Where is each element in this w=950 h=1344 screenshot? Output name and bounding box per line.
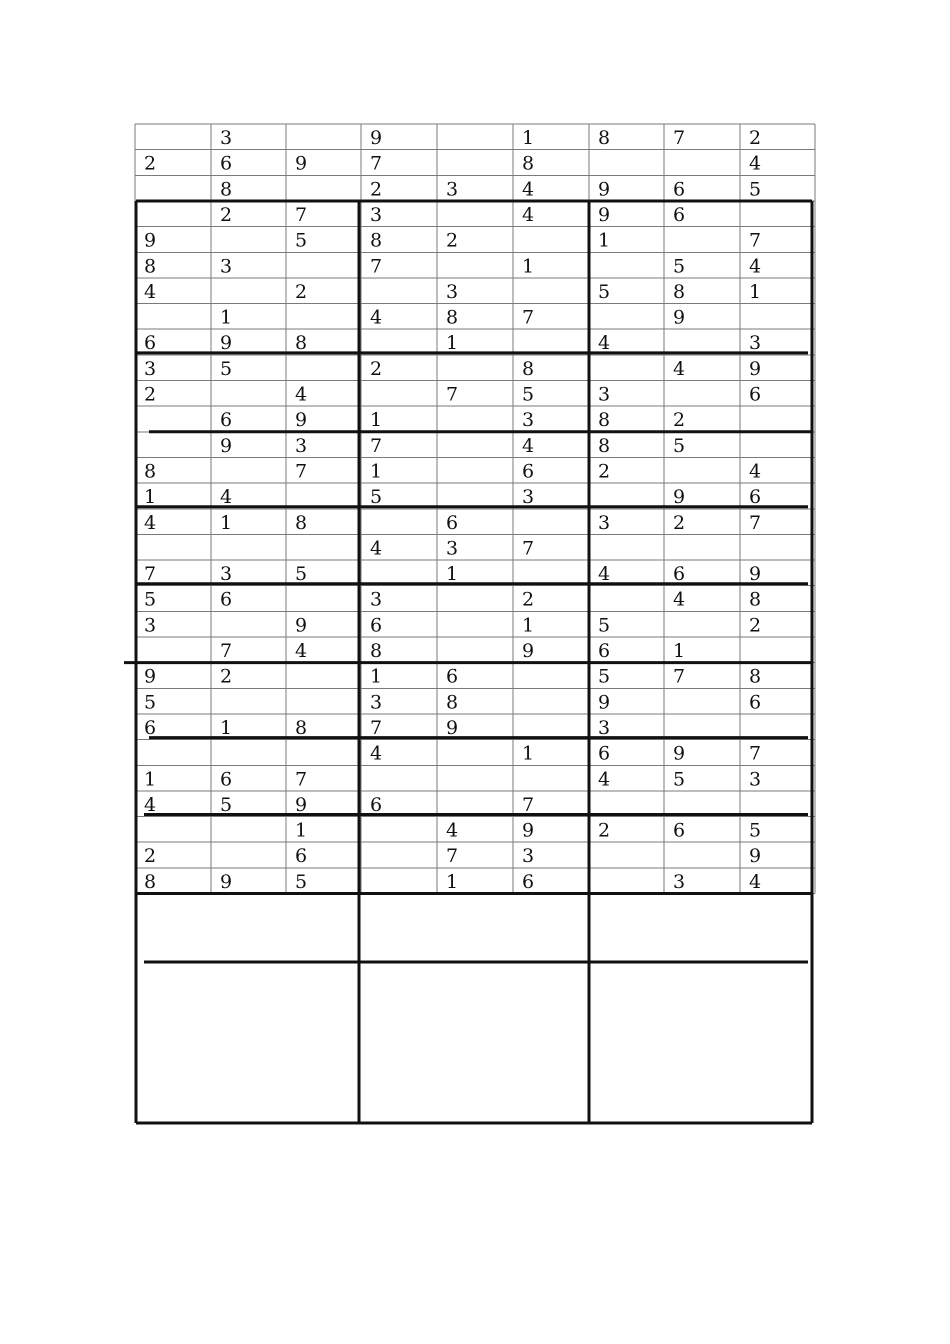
cell-digit: 3 [220, 255, 233, 278]
cell-digit: 6 [749, 691, 762, 714]
cell-digit: 3 [749, 768, 762, 791]
cell-digit: 5 [673, 768, 686, 791]
cell-digit: 5 [370, 486, 383, 509]
cell-digit: 2 [598, 460, 611, 483]
cell-digit: 1 [522, 127, 535, 149]
cell-digit: 3 [522, 845, 535, 868]
cell-digit: 4 [522, 203, 535, 226]
cell-digit: 1 [144, 768, 157, 791]
cell-digit: 6 [673, 563, 686, 586]
cell-digit: 5 [598, 665, 611, 688]
cell-digit: 9 [522, 640, 535, 662]
cell-digit: 5 [144, 691, 157, 714]
cell-digit: 4 [370, 742, 383, 765]
cell-digit: 4 [295, 383, 308, 406]
cell-digit: 7 [522, 537, 535, 560]
cell-digit: 7 [295, 203, 308, 226]
cell-digit: 2 [295, 280, 308, 303]
cell-digit: 6 [370, 614, 383, 637]
cell-digit: 8 [598, 127, 611, 149]
cell-digit: 9 [598, 203, 611, 226]
cell-digit: 8 [446, 691, 459, 714]
cell-digit: 4 [370, 537, 383, 560]
cell-digit: 4 [370, 306, 383, 329]
cell-digit: 3 [522, 486, 535, 509]
cell-digit: 8 [295, 511, 308, 534]
cell-digit: 3 [144, 614, 157, 637]
cell-digit: 2 [598, 819, 611, 842]
cell-digit: 1 [370, 409, 383, 432]
cell-digit: 7 [370, 716, 383, 739]
cell-digit: 5 [220, 357, 233, 380]
cell-digit: 6 [295, 845, 308, 868]
cell-digit: 9 [749, 845, 762, 868]
cell-digit: 7 [749, 511, 762, 534]
cell-digit: 9 [446, 716, 459, 739]
cell-digit: 1 [446, 332, 459, 355]
cell-digit: 9 [295, 614, 308, 637]
cell-grid-lines [135, 124, 815, 894]
cell-digit: 7 [295, 768, 308, 791]
cell-digit: 4 [598, 563, 611, 586]
cell-digit: 8 [598, 409, 611, 432]
cell-digit: 3 [295, 434, 308, 457]
cell-digit: 4 [144, 793, 157, 816]
cell-digit: 3 [749, 332, 762, 355]
cell-digit: 8 [295, 332, 308, 355]
cell-digit: 5 [749, 819, 762, 842]
cell-digit: 6 [598, 742, 611, 765]
cell-digit: 1 [522, 614, 535, 637]
cell-digit: 8 [522, 357, 535, 380]
cell-digit: 4 [522, 178, 535, 201]
cell-digit: 2 [220, 665, 233, 688]
cell-digit: 4 [749, 870, 762, 893]
cell-digit: 6 [749, 486, 762, 509]
cell-digit: 1 [220, 511, 233, 534]
cell-digit: 7 [749, 229, 762, 252]
cell-digit: 3 [220, 127, 233, 149]
cell-digit: 1 [370, 665, 383, 688]
cell-digit: 3 [220, 563, 233, 586]
cell-digit: 4 [144, 280, 157, 303]
cell-digit: 8 [370, 640, 383, 662]
cell-digit: 6 [220, 768, 233, 791]
cell-digit: 4 [220, 486, 233, 509]
cell-digit: 5 [220, 793, 233, 816]
cell-digit: 6 [220, 409, 233, 432]
cell-digit: 9 [295, 409, 308, 432]
cell-digit: 1 [144, 486, 157, 509]
cell-digit: 3 [446, 280, 459, 303]
cell-digit: 6 [446, 511, 459, 534]
cell-digit: 5 [673, 434, 686, 457]
cell-digit: 8 [144, 460, 157, 483]
cell-digit: 5 [598, 614, 611, 637]
cell-digit: 7 [522, 306, 535, 329]
cell-digit: 7 [220, 640, 233, 662]
cell-digit: 2 [370, 178, 383, 201]
cell-digit: 8 [144, 255, 157, 278]
cell-digit: 3 [673, 870, 686, 893]
cell-digit: 7 [673, 665, 686, 688]
grid-digits [144, 127, 761, 893]
cell-digit: 2 [673, 511, 686, 534]
cell-digit: 4 [598, 768, 611, 791]
cell-digit: 5 [522, 383, 535, 406]
cell-digit: 9 [220, 870, 233, 893]
cell-digit: 1 [220, 716, 233, 739]
cell-digit: 7 [522, 793, 535, 816]
cell-digit: 6 [144, 332, 157, 355]
cell-digit: 1 [220, 306, 233, 329]
cell-digit: 9 [144, 665, 157, 688]
cell-digit: 1 [673, 640, 686, 662]
cell-digit: 1 [522, 742, 535, 765]
cell-digit: 9 [295, 152, 308, 175]
cell-digit: 5 [144, 588, 157, 611]
cell-digit: 9 [295, 793, 308, 816]
cell-digit: 7 [295, 460, 308, 483]
cell-digit: 4 [295, 640, 308, 662]
cell-digit: 4 [673, 357, 686, 380]
cell-digit: 1 [446, 870, 459, 893]
cell-digit: 7 [446, 383, 459, 406]
cell-digit: 1 [598, 229, 611, 252]
cell-digit: 2 [749, 614, 762, 637]
cell-digit: 8 [522, 152, 535, 175]
cell-digit: 3 [522, 409, 535, 432]
cell-digit: 8 [295, 716, 308, 739]
cell-digit: 5 [598, 280, 611, 303]
cell-digit: 3 [446, 178, 459, 201]
cell-digit: 6 [673, 178, 686, 201]
cell-digit: 8 [220, 178, 233, 201]
cell-digit: 2 [220, 203, 233, 226]
cell-digit: 4 [673, 588, 686, 611]
cell-digit: 2 [144, 845, 157, 868]
cell-digit: 3 [598, 511, 611, 534]
cell-digit: 5 [295, 870, 308, 893]
cell-digit: 4 [446, 819, 459, 842]
cell-digit: 2 [522, 588, 535, 611]
cell-digit: 8 [370, 229, 383, 252]
cell-digit: 9 [673, 742, 686, 765]
cell-digit: 7 [370, 152, 383, 175]
cell-digit: 1 [749, 280, 762, 303]
cell-digit: 5 [295, 563, 308, 586]
cell-digit: 6 [749, 383, 762, 406]
cell-digit: 1 [295, 819, 308, 842]
cell-digit: 6 [370, 793, 383, 816]
cell-digit: 6 [220, 588, 233, 611]
cell-digit: 4 [522, 434, 535, 457]
cell-digit: 4 [749, 255, 762, 278]
cell-digit: 7 [144, 563, 157, 586]
cell-digit: 9 [749, 563, 762, 586]
cell-digit: 2 [673, 409, 686, 432]
cell-digit: 4 [598, 332, 611, 355]
cell-digit: 4 [749, 460, 762, 483]
cell-digit: 8 [749, 588, 762, 611]
cell-digit: 9 [598, 691, 611, 714]
cell-digit: 2 [144, 152, 157, 175]
cell-digit: 9 [144, 229, 157, 252]
cell-digit: 6 [673, 203, 686, 226]
cell-digit: 1 [522, 255, 535, 278]
cell-digit: 1 [446, 563, 459, 586]
cell-digit: 6 [446, 665, 459, 688]
cell-digit: 9 [673, 306, 686, 329]
cell-digit: 8 [446, 306, 459, 329]
cell-digit: 3 [370, 203, 383, 226]
cell-digit: 8 [598, 434, 611, 457]
cell-digit: 5 [749, 178, 762, 201]
cell-digit: 5 [673, 255, 686, 278]
cell-digit: 2 [446, 229, 459, 252]
cell-digit: 9 [370, 127, 383, 149]
cell-digit: 3 [446, 537, 459, 560]
cell-digit: 3 [370, 588, 383, 611]
cell-digit: 6 [673, 819, 686, 842]
cell-digit: 7 [749, 742, 762, 765]
cell-digit: 7 [446, 845, 459, 868]
cell-digit: 4 [144, 511, 157, 534]
cell-digit: 2 [749, 127, 762, 149]
cell-digit: 2 [144, 383, 157, 406]
cell-digit: 8 [144, 870, 157, 893]
cell-digit: 9 [598, 178, 611, 201]
cell-digit: 4 [749, 152, 762, 175]
cell-digit: 6 [522, 870, 535, 893]
cell-digit: 6 [144, 716, 157, 739]
cell-digit: 3 [144, 357, 157, 380]
cell-digit: 3 [598, 716, 611, 739]
cell-digit: 6 [522, 460, 535, 483]
cell-digit: 9 [220, 434, 233, 457]
cell-digit: 9 [220, 332, 233, 355]
cell-digit: 9 [673, 486, 686, 509]
cell-digit: 5 [295, 229, 308, 252]
cell-digit: 7 [370, 434, 383, 457]
cell-digit: 3 [370, 691, 383, 714]
cell-digit: 2 [370, 357, 383, 380]
cell-digit: 9 [749, 357, 762, 380]
cell-digit: 1 [370, 460, 383, 483]
cell-digit: 9 [522, 819, 535, 842]
cell-digit: 6 [220, 152, 233, 175]
cell-digit: 6 [598, 640, 611, 662]
cell-digit: 7 [370, 255, 383, 278]
cell-digit: 8 [673, 280, 686, 303]
cell-digit: 8 [749, 665, 762, 688]
cell-digit: 7 [673, 127, 686, 149]
cell-digit: 3 [598, 383, 611, 406]
